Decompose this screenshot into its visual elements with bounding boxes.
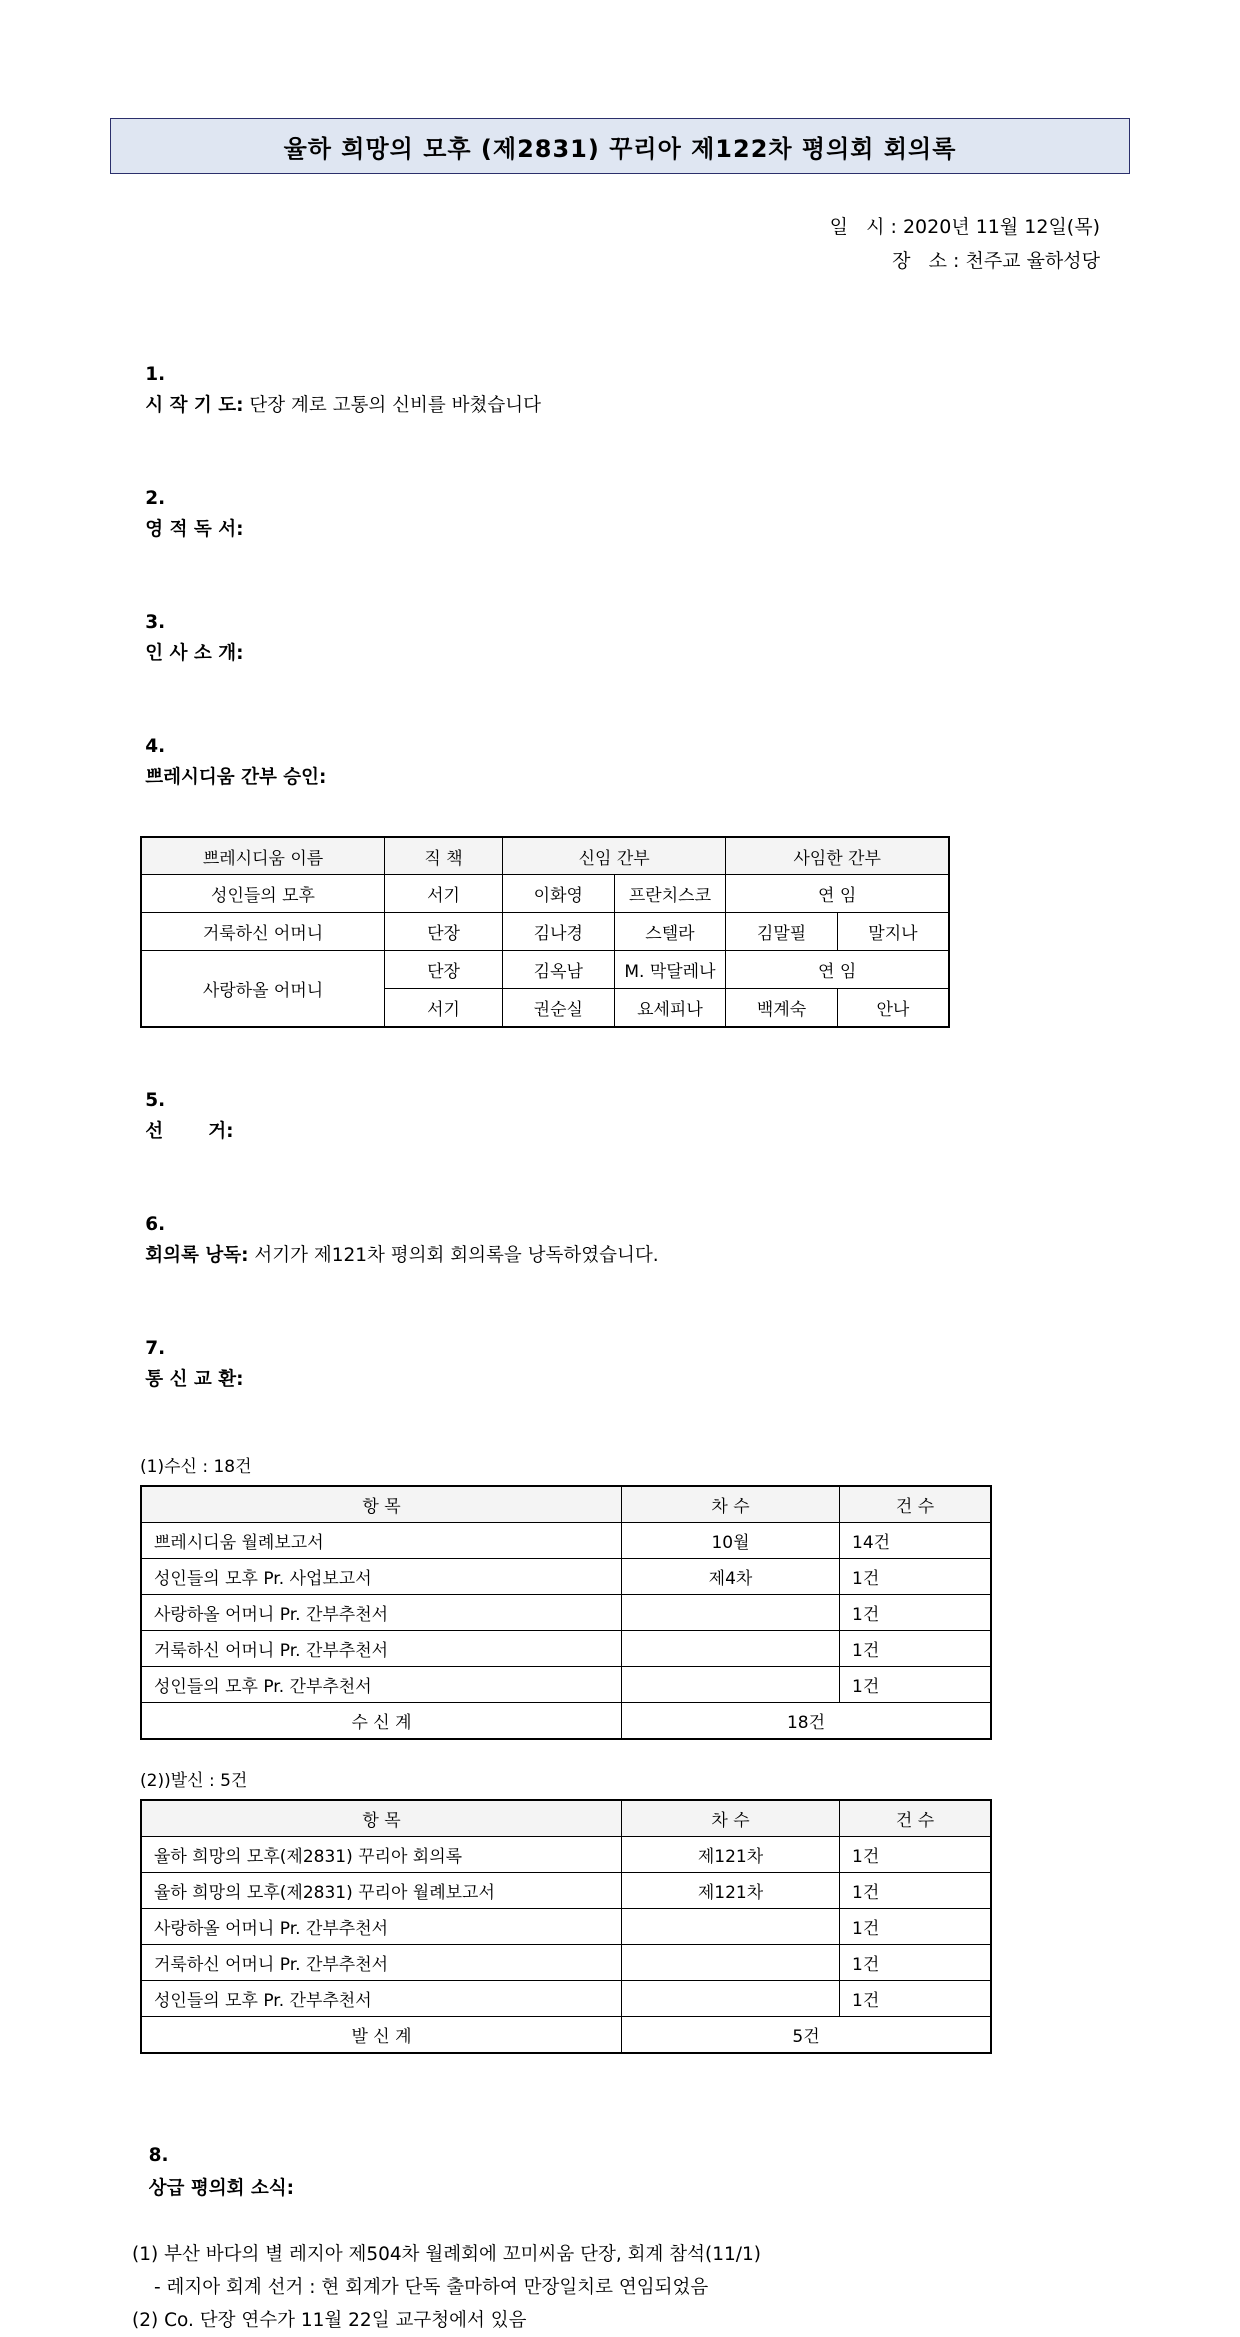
cell-new-saint: 요세피나	[614, 989, 726, 1028]
cell-cases: 1건	[840, 1837, 992, 1873]
agenda-num: 7.	[145, 1338, 166, 1359]
cell-presidium: 성인들의 모후	[141, 875, 385, 913]
cell-role: 서기	[385, 989, 503, 1028]
cell-count-no: 제4차	[622, 1559, 840, 1595]
meeting-place: 장 소 : 천주교 율하성당	[892, 250, 1100, 272]
cell-count-no	[622, 1631, 840, 1667]
table-row	[141, 1559, 991, 1595]
agenda-item-1	[110, 328, 1130, 452]
agenda-num: 3.	[145, 612, 166, 633]
cell-cases: 1건	[840, 1873, 992, 1909]
cell-count-no	[622, 1981, 840, 2017]
table-row	[141, 1909, 991, 1945]
outgoing-table	[140, 1799, 992, 2054]
agenda-sep: :	[236, 395, 244, 416]
header-cases: 건 수	[840, 1800, 992, 1837]
incoming-table	[140, 1485, 992, 1740]
agenda-label: 쁘레시디움 간부 승인	[145, 767, 320, 788]
agenda-num: 4.	[145, 736, 166, 757]
agenda-num: 6.	[145, 1214, 166, 1235]
document-meta	[110, 210, 1130, 278]
table-row	[141, 1981, 991, 2017]
header-resigned-officer: 사임한 간부	[726, 837, 949, 875]
news-heading-label: 상급 평의회 소식	[148, 2178, 287, 2199]
agenda-num: 2.	[145, 488, 166, 509]
cell-presidium: 거룩하신 어머니	[141, 913, 385, 951]
cell-resigned-name: 김말필	[726, 913, 838, 951]
agenda-sep: :	[226, 1121, 234, 1142]
agenda-sep: :	[236, 519, 244, 540]
header-count-no: 차 수	[622, 1486, 840, 1523]
news-line-3: (2) Co. 단장 연수가 11월 22일 교구청에서 있음	[132, 2310, 527, 2331]
agenda-item-5	[110, 1054, 1130, 1178]
table-row	[141, 1837, 991, 1873]
table-row	[141, 913, 949, 951]
news-line-2: - 레지아 회계 선거 : 현 회계가 단독 출마하여 만장일치로 연임되었음	[154, 2277, 709, 2298]
agenda-item-3	[110, 576, 1130, 700]
cell-item: 사랑하올 어머니 Pr. 간부추천서	[141, 1595, 622, 1631]
cell-cases: 1건	[840, 1909, 992, 1945]
table-row	[141, 1667, 991, 1703]
table-header-row	[141, 837, 949, 875]
agenda-label: 선 거	[145, 1121, 227, 1142]
cell-item: 성인들의 모후 Pr. 사업보고서	[141, 1559, 622, 1595]
cell-new-saint: 프란치스코	[614, 875, 726, 913]
cell-total-value: 18건	[622, 1703, 992, 1740]
cell-cases: 1건	[840, 1595, 992, 1631]
table-header-row	[141, 1486, 991, 1523]
cell-role: 단장	[385, 951, 503, 989]
cell-count-no	[622, 1595, 840, 1631]
header-presidium-name: 쁘레시디움 이름	[141, 837, 385, 875]
cell-count-no: 제121차	[622, 1837, 840, 1873]
cell-count-no: 10월	[622, 1523, 840, 1559]
cell-item: 성인들의 모후 Pr. 간부추천서	[141, 1667, 622, 1703]
cell-new-name: 김나경	[503, 913, 615, 951]
agenda-item-7	[110, 1302, 1130, 1426]
cell-new-name: 권순실	[503, 989, 615, 1028]
cell-role: 단장	[385, 913, 503, 951]
cell-new-saint: M. 막달레나	[614, 951, 726, 989]
cell-item: 율하 희망의 모후(제2831) 꾸리아 회의록	[141, 1837, 622, 1873]
meeting-date: 일 시 : 2020년 11월 12일(목)	[829, 216, 1100, 238]
cell-count-no	[622, 1909, 840, 1945]
cell-item: 거룩하신 어머니 Pr. 간부추천서	[141, 1945, 622, 1981]
cell-presidium: 사랑하올 어머니	[141, 951, 385, 1028]
cell-total-value: 5건	[622, 2017, 992, 2054]
cell-role: 서기	[385, 875, 503, 913]
agenda-sep: :	[319, 767, 327, 788]
news-section	[110, 2106, 1130, 2337]
agenda-label: 인 사 소 개	[145, 643, 237, 664]
agenda-item-4	[110, 700, 1130, 824]
cell-resigned-merged: 연 임	[726, 875, 949, 913]
cell-item: 쁘레시디움 월례보고서	[141, 1523, 622, 1559]
cell-total-label: 수 신 계	[141, 1703, 622, 1740]
news-line-1: (1) 부산 바다의 별 레지아 제504차 월례회에 꼬미씨움 단장, 회계 참석(11/1)	[132, 2244, 761, 2265]
cell-cases: 14건	[840, 1523, 992, 1559]
cell-item: 율하 희망의 모후(제2831) 꾸리아 월례보고서	[141, 1873, 622, 1909]
cell-item: 사랑하올 어머니 Pr. 간부추천서	[141, 1909, 622, 1945]
officers-table	[140, 836, 950, 1028]
cell-count-no	[622, 1945, 840, 1981]
header-new-officer: 신임 간부	[503, 837, 726, 875]
agenda-num: 5.	[145, 1090, 166, 1111]
cell-new-name: 이화영	[503, 875, 615, 913]
table-row	[141, 875, 949, 913]
page-title: 율하 희망의 모후 (제2831) 꾸리아 제122차 평의회 회의록	[283, 134, 957, 163]
cell-item: 성인들의 모후 Pr. 간부추천서	[141, 1981, 622, 2017]
news-heading	[110, 2106, 1130, 2238]
header-count-no: 차 수	[622, 1800, 840, 1837]
cell-resigned-saint: 말지나	[837, 913, 949, 951]
document-title-banner	[110, 118, 1130, 174]
news-heading-sep: :	[286, 2178, 295, 2199]
table-row	[141, 1945, 991, 1981]
table-row	[141, 1523, 991, 1559]
header-item: 항 목	[141, 1486, 622, 1523]
cell-cases: 1건	[840, 1981, 992, 2017]
agenda-label: 영 적 독 서	[145, 519, 237, 540]
table-row	[141, 1595, 991, 1631]
table-header-row	[141, 1800, 991, 1837]
header-cases: 건 수	[840, 1486, 992, 1523]
agenda-item-6	[110, 1178, 1130, 1302]
header-role: 직 책	[385, 837, 503, 875]
cell-total-label: 발 신 계	[141, 2017, 622, 2054]
cell-cases: 1건	[840, 1631, 992, 1667]
cell-resigned-merged: 연 임	[726, 951, 949, 989]
agenda-sep: :	[236, 1369, 244, 1390]
agenda-value: 단장 계로 고통의 신비를 바쳤습니다	[243, 395, 541, 416]
cell-item: 거룩하신 어머니 Pr. 간부추천서	[141, 1631, 622, 1667]
table-total-row	[141, 2017, 991, 2054]
agenda-sep: :	[236, 643, 244, 664]
cell-new-name: 김옥남	[503, 951, 615, 989]
cell-resigned-saint: 안나	[837, 989, 949, 1028]
table-row	[141, 951, 949, 989]
outgoing-caption: (2))발신 : 5건	[140, 1771, 248, 1791]
agenda-list-2	[110, 1054, 1130, 1426]
agenda-item-2	[110, 452, 1130, 576]
agenda-list	[110, 328, 1130, 824]
cell-cases: 1건	[840, 1945, 992, 1981]
agenda-sep: :	[241, 1245, 249, 1266]
cell-cases: 1건	[840, 1559, 992, 1595]
table-row	[141, 1873, 991, 1909]
cell-cases: 1건	[840, 1667, 992, 1703]
news-heading-num: 8.	[148, 2145, 169, 2166]
cell-new-saint: 스텔라	[614, 913, 726, 951]
cell-resigned-name: 백계숙	[726, 989, 838, 1028]
agenda-value: 서기가 제121차 평의회 회의록을 낭독하였습니다.	[248, 1245, 659, 1266]
cell-count-no: 제121차	[622, 1873, 840, 1909]
table-row	[141, 1631, 991, 1667]
table-total-row	[141, 1703, 991, 1740]
agenda-num: 1.	[145, 364, 166, 385]
agenda-label: 회의록 낭독	[145, 1245, 242, 1266]
agenda-label: 통 신 교 환	[145, 1369, 237, 1390]
agenda-label: 시 작 기 도	[145, 395, 237, 416]
incoming-caption: (1)수신 : 18건	[140, 1457, 252, 1477]
cell-count-no	[622, 1667, 840, 1703]
header-item: 항 목	[141, 1800, 622, 1837]
